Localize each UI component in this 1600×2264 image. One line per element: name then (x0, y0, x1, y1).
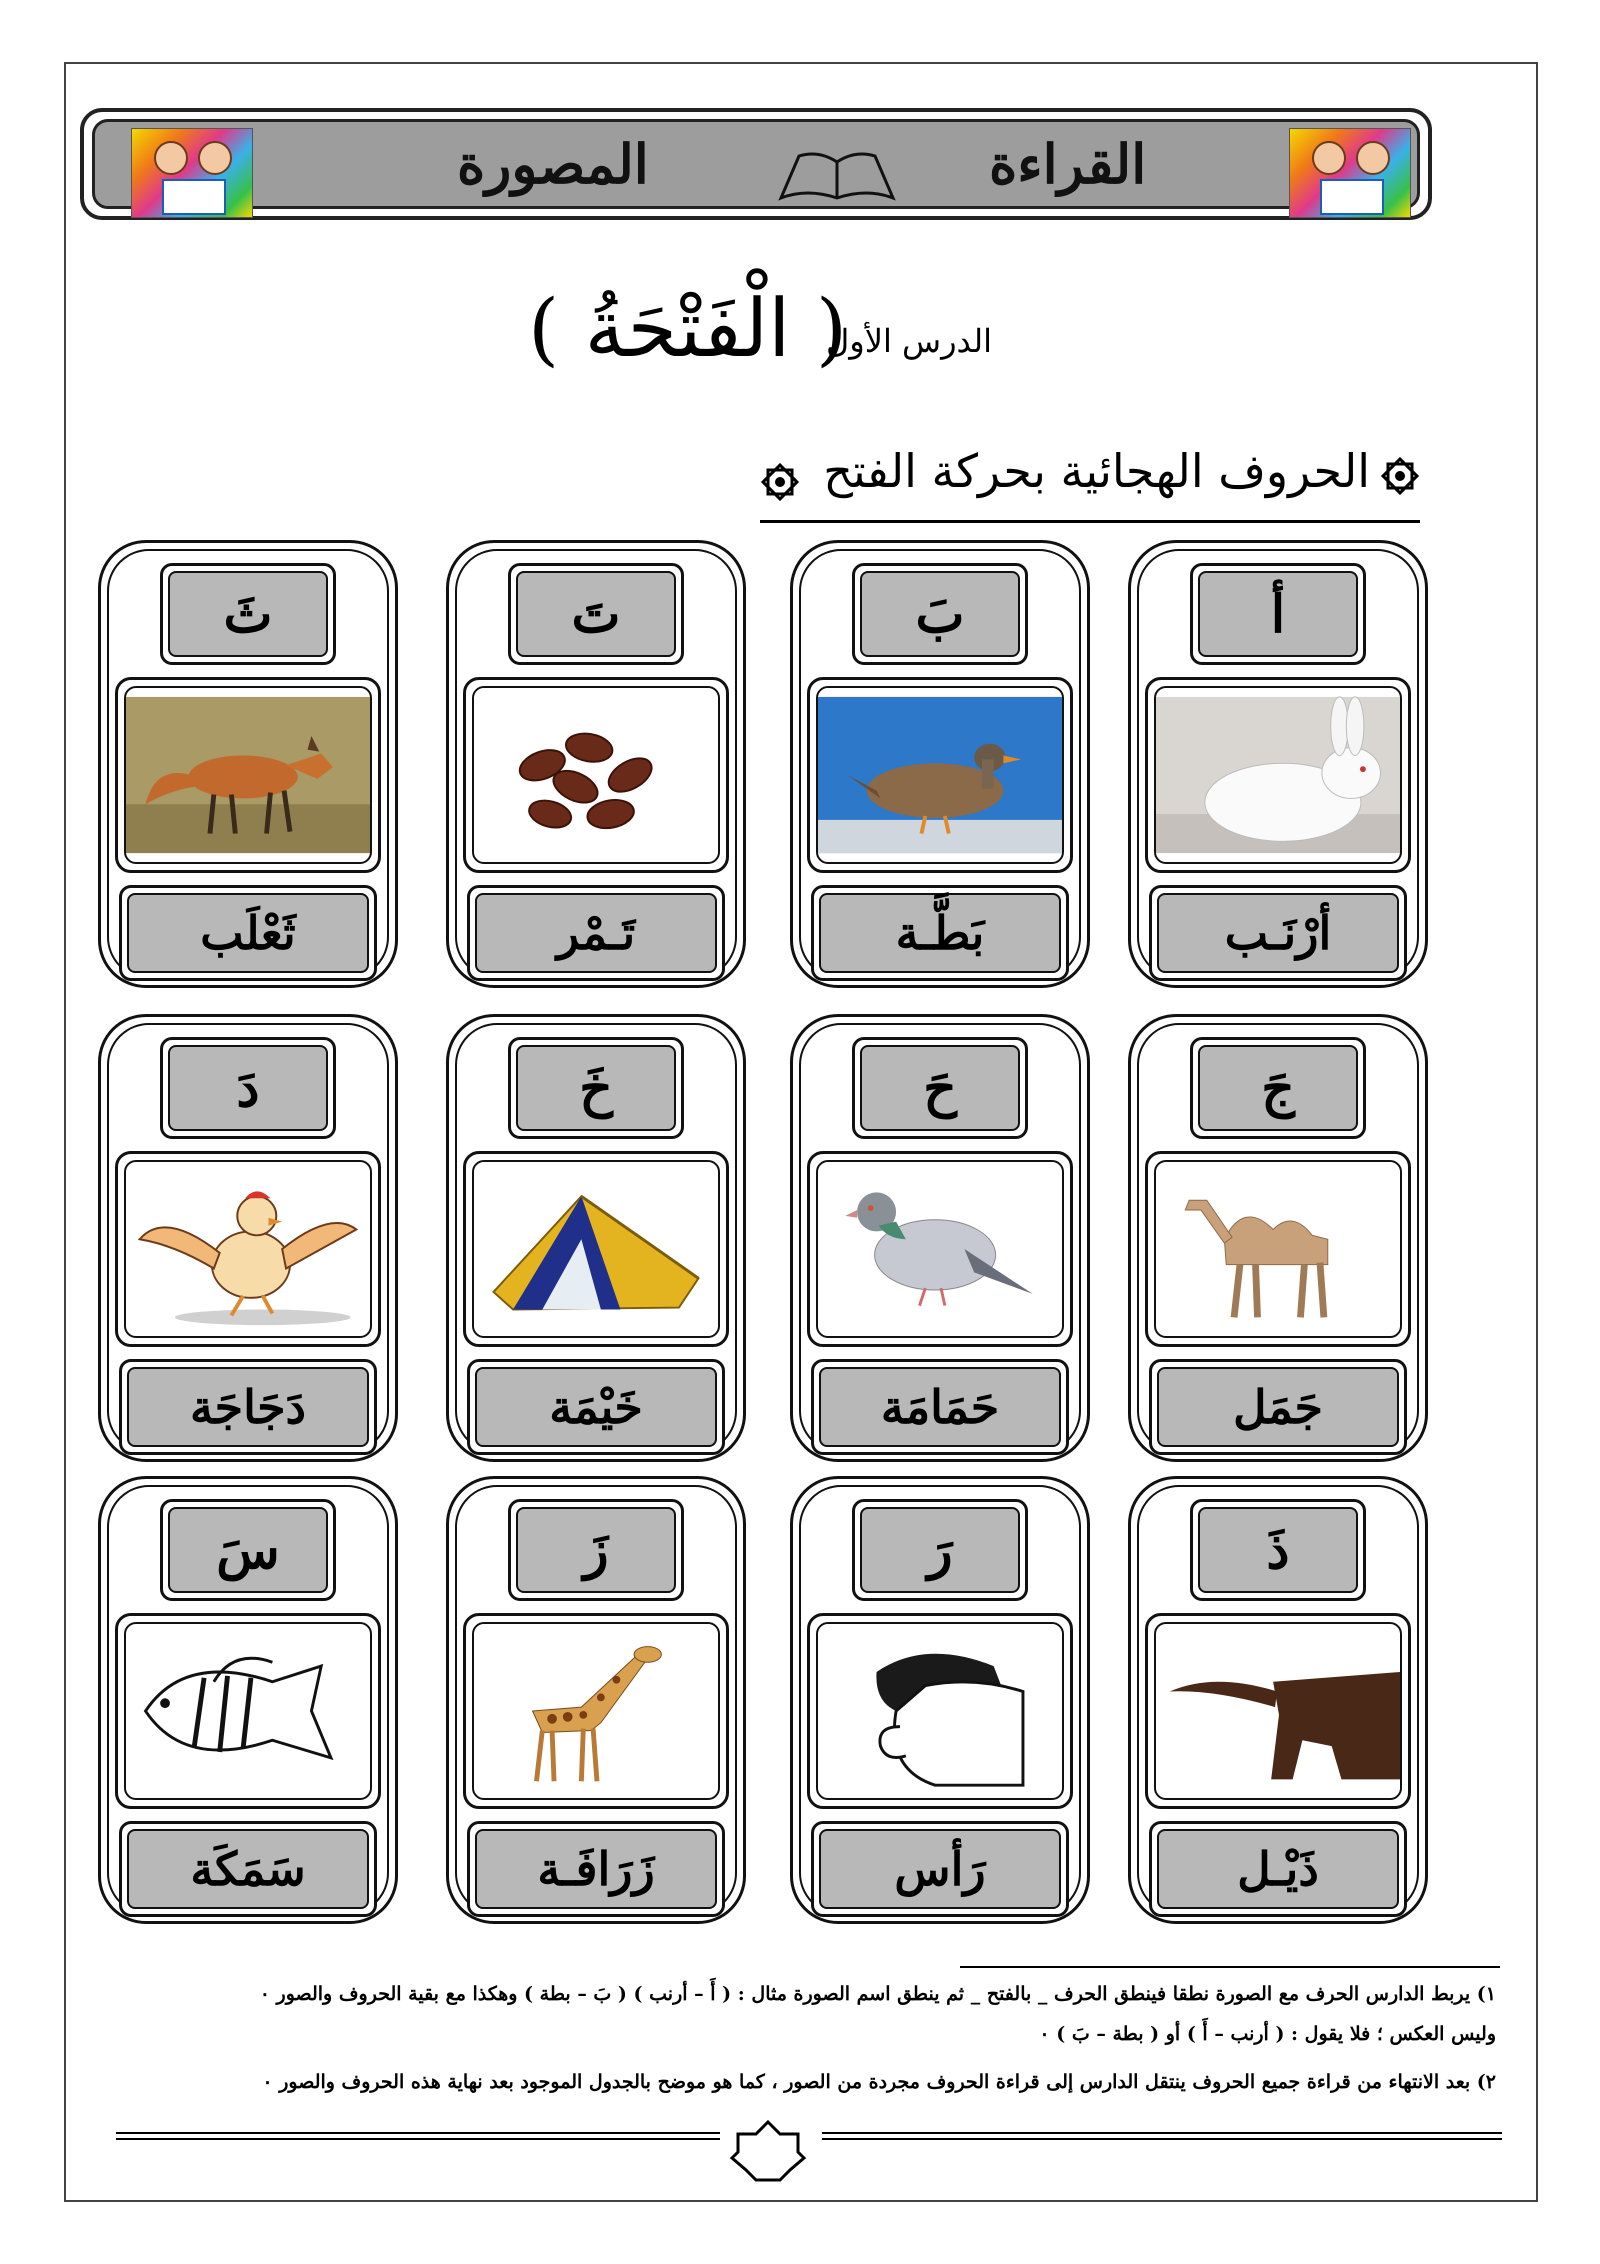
word-box (1149, 1821, 1407, 1917)
card-letter: رَ (860, 1507, 1020, 1593)
letter-card (790, 1476, 1090, 1924)
letter-card (446, 540, 746, 988)
letter-card (446, 1476, 746, 1924)
card-word: أرْنَـب (1157, 893, 1399, 973)
card-letter: حَ (860, 1045, 1020, 1131)
bottom-rule-left-2 (116, 2138, 720, 2140)
bottom-rule-right (822, 2132, 1502, 2134)
letter-card (790, 540, 1090, 988)
picture-frame (807, 1151, 1073, 1347)
word-box (119, 1359, 377, 1455)
camel-image (1154, 1160, 1402, 1338)
picture-frame (115, 677, 381, 873)
picture-frame (807, 1613, 1073, 1809)
word-box (467, 1821, 725, 1917)
open-book-icon (777, 148, 897, 204)
picture-frame (463, 1151, 729, 1347)
bottom-rule-left (116, 2132, 720, 2134)
notes-divider (960, 1966, 1500, 1968)
word-box (811, 1359, 1069, 1455)
word-box (811, 885, 1069, 981)
section-title: الحروف الهجائية بحركة الفتح (823, 444, 1370, 498)
header-title-left: المصورة (457, 132, 649, 196)
fish-image (124, 1622, 372, 1800)
letter-box (852, 1499, 1028, 1601)
letter-card (1128, 540, 1428, 988)
word-box (119, 885, 377, 981)
card-word: جَمَل (1157, 1367, 1399, 1447)
letter-box (508, 563, 684, 665)
card-word: سَمَكَة (127, 1829, 369, 1909)
picture-frame (807, 677, 1073, 873)
card-letter: ثَ (168, 571, 328, 657)
bottom-rule-right-2 (822, 2138, 1502, 2140)
lesson-heading (0, 258, 1600, 378)
word-box (467, 1359, 725, 1455)
picture-frame (115, 1613, 381, 1809)
fox-image (124, 686, 372, 864)
letter-box (160, 563, 336, 665)
ornament-star-icon (1380, 456, 1420, 496)
rabbit-image (1154, 686, 1402, 864)
letter-box (508, 1499, 684, 1601)
picture-frame (463, 677, 729, 873)
lesson-label: الدرس الأول (826, 322, 992, 360)
card-letter: سَ (168, 1507, 328, 1593)
letter-box (852, 563, 1028, 665)
picture-frame (1145, 1151, 1411, 1347)
letter-card (1128, 1476, 1428, 1924)
card-word: دَجَاجَة (127, 1367, 369, 1447)
lesson-word: ( الْفَتْحَةُ ) (528, 282, 848, 375)
card-word: تَـمْر (475, 893, 717, 973)
card-letter: خَ (516, 1045, 676, 1131)
word-box (1149, 1359, 1407, 1455)
letter-card (98, 1014, 398, 1462)
card-word: رَأس (819, 1829, 1061, 1909)
duck-image (816, 686, 1064, 864)
card-letter: زَ (516, 1507, 676, 1593)
card-letter: بَ (860, 571, 1020, 657)
letter-card (98, 540, 398, 988)
hen-image (124, 1160, 372, 1338)
letter-card (1128, 1014, 1428, 1462)
giraffe-image (472, 1622, 720, 1800)
picture-frame (1145, 677, 1411, 873)
letter-card (446, 1014, 746, 1462)
card-word: ثَعْلَب (127, 893, 369, 973)
card-letter: ذَ (1198, 1507, 1358, 1593)
header-banner (80, 108, 1432, 220)
reading-kids-image-right (1289, 128, 1411, 218)
letter-card (98, 1476, 398, 1924)
card-word: زَرَافَـة (475, 1829, 717, 1909)
word-box (119, 1821, 377, 1917)
note-line-1: ١) يربط الدارس الحرف مع الصورة نطقا فينطق الحرف _ بالفتح _ ثم ينطق اسم الصورة مثال : ( أَ – أرنب ) ( بَ – بطة ) وهكذا مع بقية الحروف والصور ٠ (259, 1983, 1496, 2005)
letter-box (1190, 1499, 1366, 1601)
letter-box (508, 1037, 684, 1139)
picture-frame (1145, 1613, 1411, 1809)
card-letter: جَ (1198, 1045, 1358, 1131)
section-underline (760, 520, 1420, 523)
letter-card (790, 1014, 1090, 1462)
bottom-ornament-icon (728, 2118, 808, 2184)
pigeon-image (816, 1160, 1064, 1338)
card-word: ذَيْـل (1157, 1829, 1399, 1909)
picture-frame (115, 1151, 381, 1347)
letter-box (1190, 1037, 1366, 1139)
card-word: بَطَّـة (819, 893, 1061, 973)
card-letter: دَ (168, 1045, 328, 1131)
word-box (467, 885, 725, 981)
card-letter: تَ (516, 571, 676, 657)
picture-frame (463, 1613, 729, 1809)
card-word: حَمَامَة (819, 1367, 1061, 1447)
dates-image (472, 686, 720, 864)
word-box (1149, 885, 1407, 981)
word-box (811, 1821, 1069, 1917)
head-image (816, 1622, 1064, 1800)
note-line-2: وليس العكس ؛ فلا يقول : ( أرنب – أَ ) أو ( بطة – بَ ) ٠ (1039, 2023, 1496, 2045)
letter-box (1190, 563, 1366, 665)
letter-box (160, 1499, 336, 1601)
letter-box (852, 1037, 1028, 1139)
tent-image (472, 1160, 720, 1338)
tail-image (1154, 1622, 1402, 1800)
header-title-right: القراءة (989, 132, 1147, 196)
card-letter: أ (1198, 571, 1358, 657)
letter-box (160, 1037, 336, 1139)
note-line-3: ٢) بعد الانتهاء من قراءة جميع الحروف ينتقل الدارس إلى قراءة الحروف مجردة من الصور ، كما هو موضح بالجدول الموجود بعد نهاية هذه الحروف والصور ٠ (262, 2071, 1496, 2093)
reading-kids-image-left (131, 128, 253, 218)
ornament-star-icon (760, 462, 800, 502)
card-word: خَيْمَة (475, 1367, 717, 1447)
